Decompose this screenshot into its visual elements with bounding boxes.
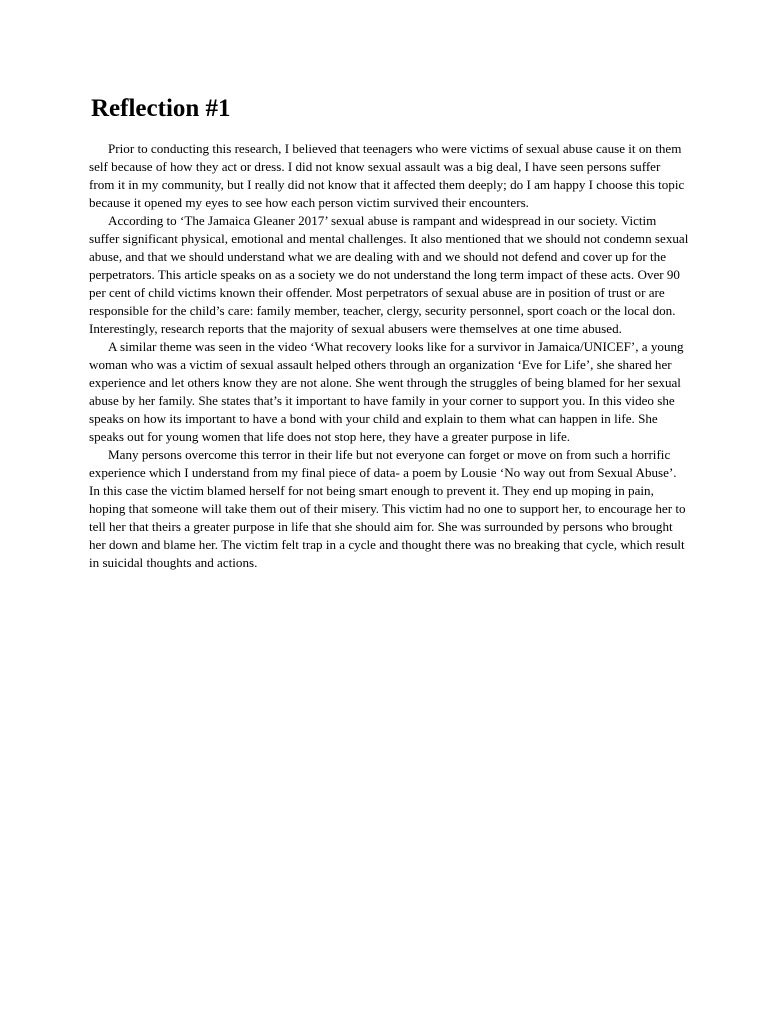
paragraph-4: Many persons overcome this terror in their life but not everyone can forget or move on from such a horrific experience which I understand from my final piece of data- a poem by Lousie ‘No way out from Sexual Abuse’. In this case the victim blamed herself for not being smart enough to prevent it. They end up moping in pain, hoping that someone will take them out of their misery. This victim had no one to support her, to encourage her to tell her that theirs a greater purpose in life that she should aim for. She was surrounded by persons who brought her down and blame her. The victim felt trap in a cycle and thought there was no breaking that cycle, which result in suicidal thoughts and actions.: [89, 447, 686, 570]
paragraph-2: According to ‘The Jamaica Gleaner 2017’ sexual abuse is rampant and widespread in our society. Victim suffer significant physical, emotional and mental challenges. It also mentioned that we should not condemn sexual abuse, and that we should understand what we are dealing with and we should not defend and cover up for the perpetrators. This article speaks on as a society we do not understand the long term impact of these acts. Over 90 per cent of child victims known their offender. Most perpetrators of sexual abuse are in position of trust or are responsible for the child’s care: family member, teacher, clergy, security personnel, sport coach or the local don. Interestingly, research reports that the majority of sexual abusers were themselves at one time abused.: [89, 213, 689, 336]
page-title: Reflection #1: [91, 95, 231, 122]
paragraph-3: A similar theme was seen in the video ‘What recovery looks like for a survivor in Jamaica/UNICEF’, a young woman who was a victim of sexual assault helped others through an organization ‘Eve for Life’, she shared her experience and let others know they are not alone. She went through the struggles of being blamed for her sexual abuse by her family. She states that’s it important to have family in your corner to support you. In this video she speaks on how its important to have a bond with your child and explain to them what can happen in life. She speaks out for young women that life does not stop here, they have a greater purpose in life.: [89, 339, 684, 444]
document-body: [89, 140, 689, 572]
paragraph-1: Prior to conducting this research, I believed that teenagers who were victims of sexual abuse cause it on them self because of how they act or dress. I did not know sexual assault was a big deal, I have seen persons suffer from it in my community, but I really did not know that it affected them deeply; do I am happy I choose this topic because it opened my eyes to see how each person victim survived their encounters.: [89, 141, 685, 210]
